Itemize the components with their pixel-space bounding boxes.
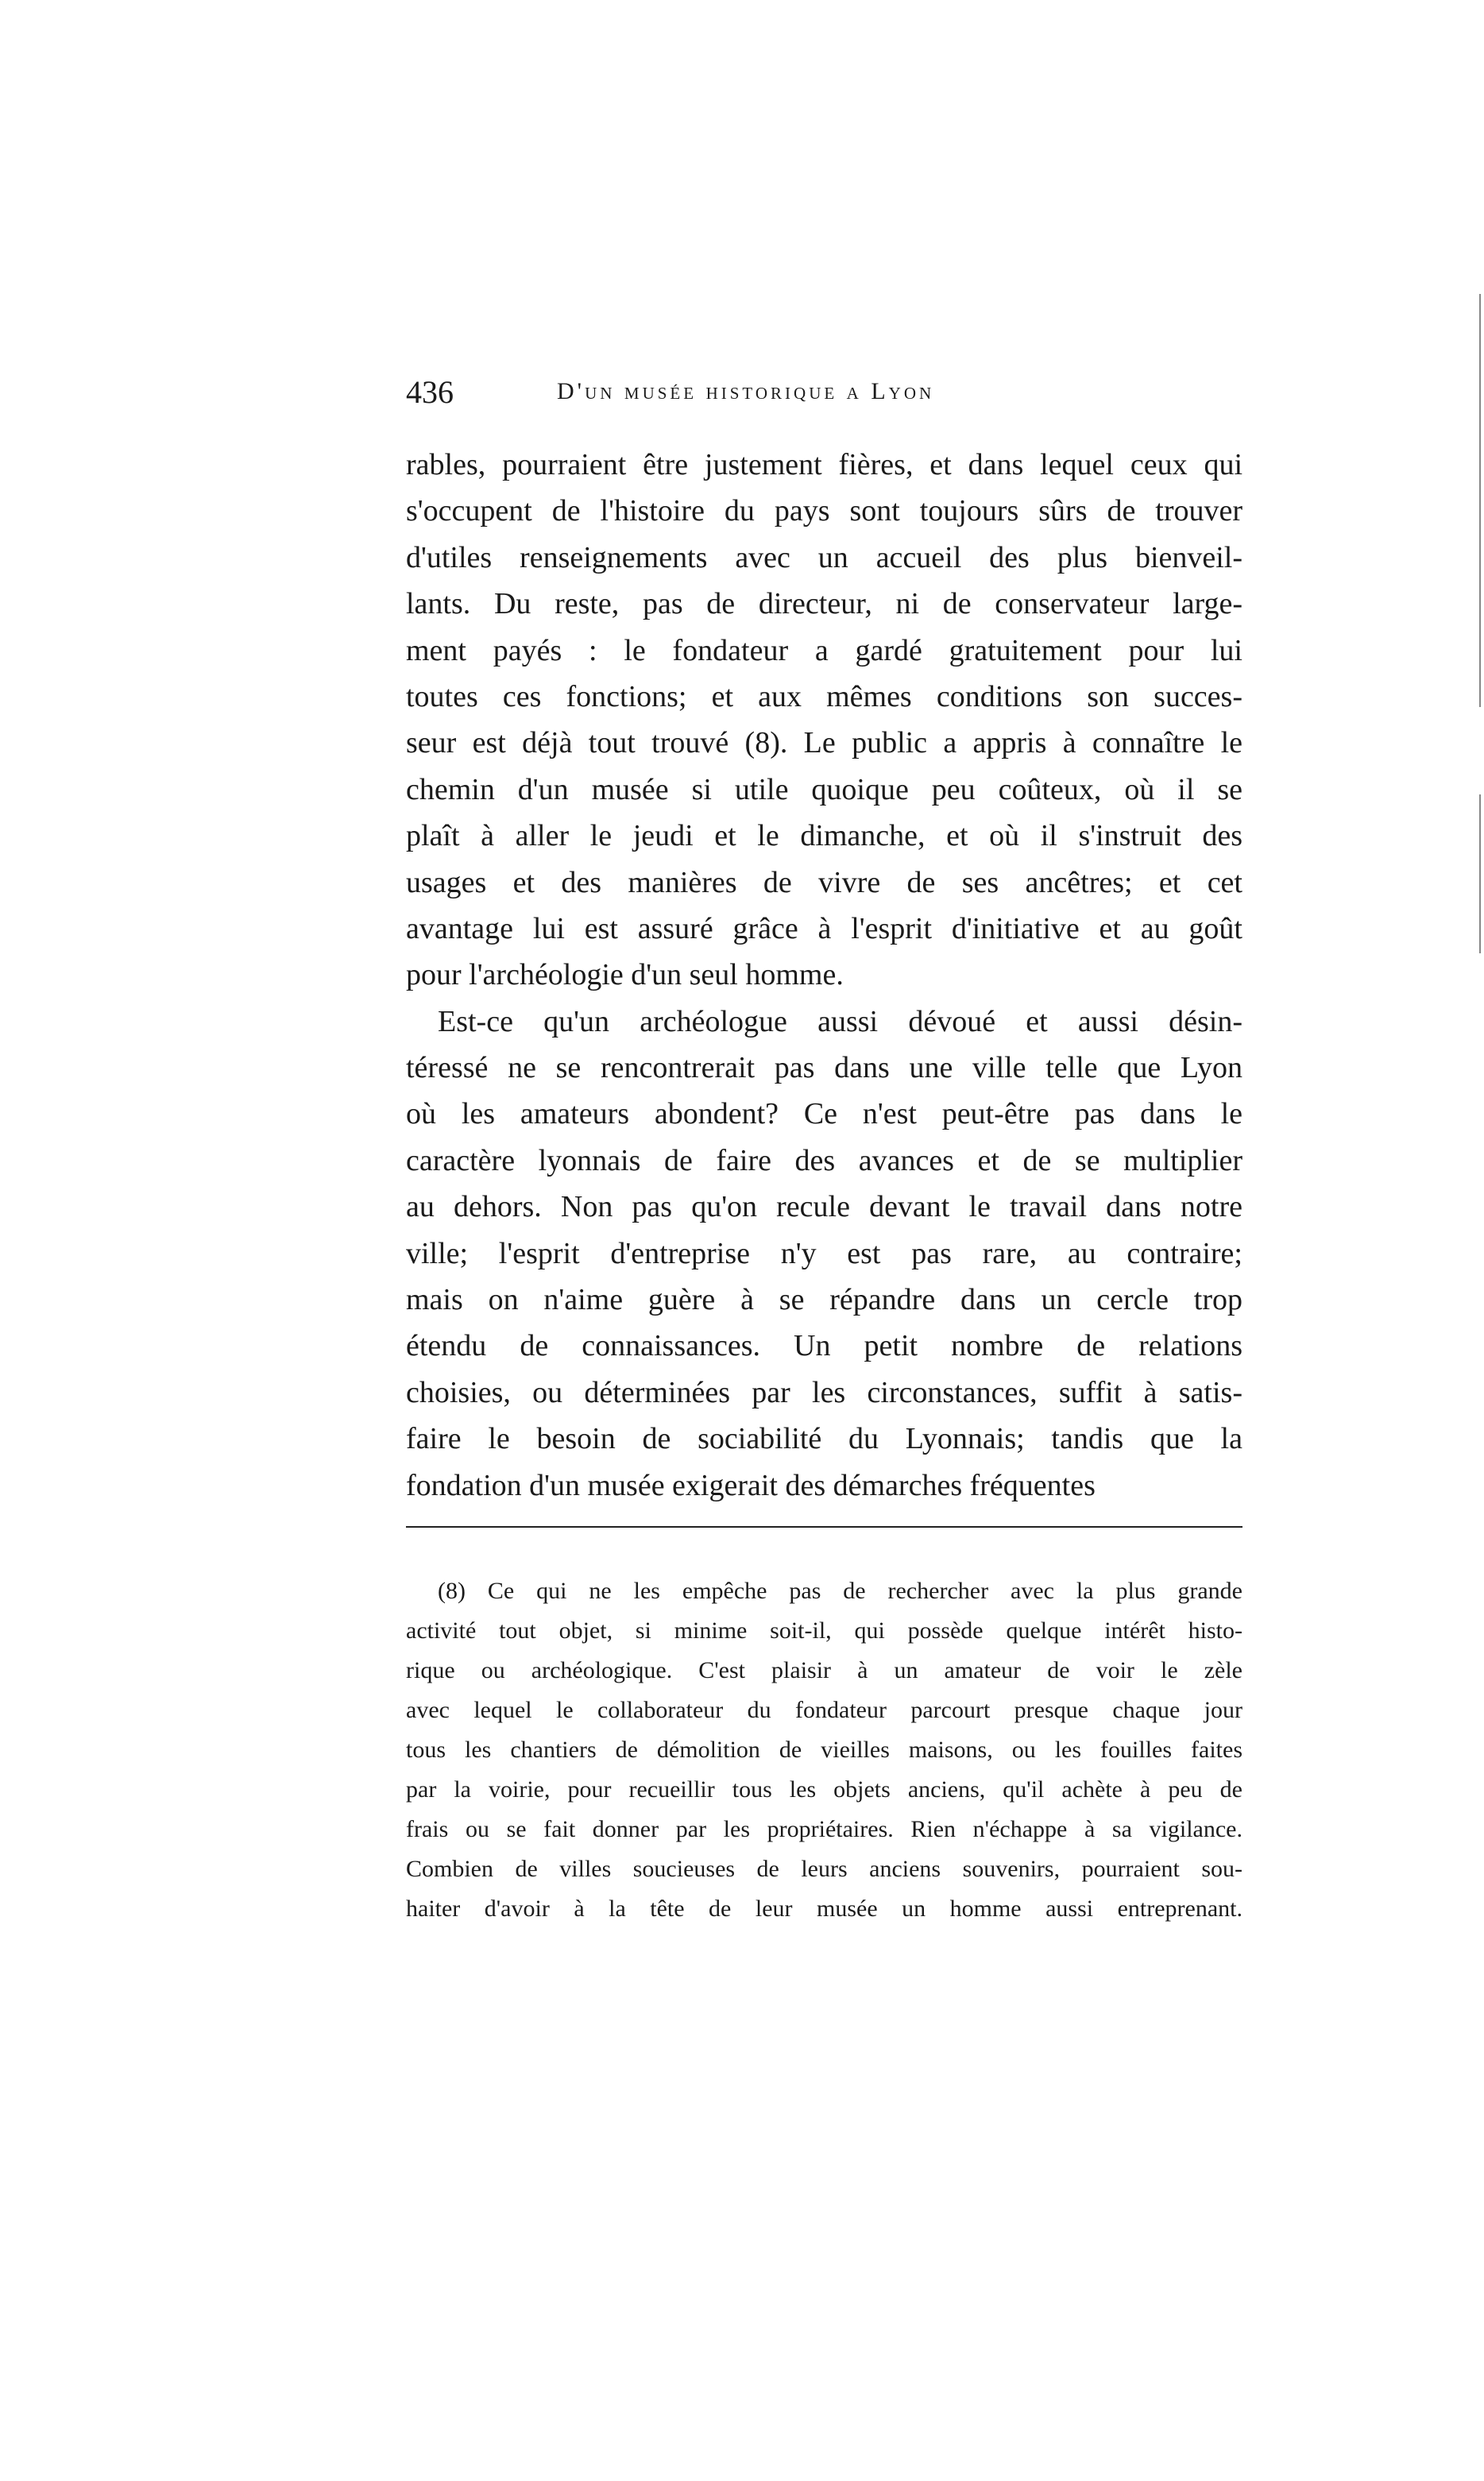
body-line: usages et des manières de vivre de ses ancêtres; et cet [406, 865, 1242, 899]
body-line: s'occupent de l'histoire du pays sont toujours sûrs de trouver [406, 494, 1242, 528]
footnote-line: activité tout objet, si minime soit-il, qui possède quelque intérêt histo- [406, 1617, 1242, 1644]
body-line: seur est déjà tout trouvé (8). Le public a appris à connaître le [406, 726, 1242, 760]
body-line: avantage lui est assuré grâce à l'esprit d'initiative et au goût [406, 911, 1242, 945]
body-line: Est-ce qu'un archéologue aussi dévoué et aussi désin- [438, 1004, 1242, 1038]
footnote-line: Combien de villes soucieuses de leurs anciens souvenirs, pourraient sou- [406, 1856, 1242, 1882]
body-line: ville; l'esprit d'entreprise n'y est pas rare, au contraire; [406, 1236, 1242, 1270]
page-number: 436 [406, 374, 454, 410]
body-line: d'utiles renseignements avec un accueil des plus bienveil- [406, 540, 1242, 574]
footnote-divider [406, 1526, 1242, 1528]
footnote-line: par la voirie, pour recueillir tous les objets anciens, qu'il achète à peu de [406, 1776, 1242, 1803]
body-line: plaît à aller le jeudi et le dimanche, et où il s'instruit des [406, 819, 1242, 853]
footnote-line: (8) Ce qui ne les empêche pas de rechercher avec la plus grande [438, 1578, 1242, 1604]
footnote-line: frais ou se fait donner par les propriétaires. Rien n'échappe à sa vigilance. [406, 1816, 1242, 1842]
body-line: chemin d'un musée si utile quoique peu coûteux, où il se [406, 772, 1242, 806]
running-title: D'un musée historique a Lyon [557, 378, 935, 404]
body-line: choisies, ou déterminées par les circonstances, suffit à satis- [406, 1375, 1242, 1409]
body-line: au dehors. Non pas qu'on recule devant le travail dans notre [406, 1190, 1242, 1224]
margin-line [1479, 794, 1481, 953]
body-line: téressé ne se rencontrerait pas dans une ville telle que Lyon [406, 1051, 1242, 1085]
footnote-line: haiter d'avoir à la tête de leur musée un homme aussi entreprenant. [406, 1896, 1242, 1922]
body-line: mais on n'aime guère à se répandre dans un cercle trop [406, 1283, 1242, 1317]
body-text [406, 442, 1242, 1509]
footnote-line: avec lequel le collaborateur du fondateur parcourt presque chaque jour [406, 1697, 1242, 1723]
body-line: ment payés : le fondateur a gardé gratuitement pour lui [406, 633, 1242, 667]
body-line: où les amateurs abondent? Ce n'est peut-être pas dans le [406, 1097, 1242, 1131]
footnote-line: rique ou archéologique. C'est plaisir à un amateur de voir le zèle [406, 1657, 1242, 1683]
body-line: pour l'archéologie d'un seul homme. [406, 958, 844, 992]
running-header [406, 373, 1242, 421]
body-line: lants. Du reste, pas de directeur, ni de conservateur large- [406, 587, 1242, 621]
body-line: rables, pourraient être justement fières, et dans lequel ceux qui [406, 448, 1242, 481]
footnote-line: tous les chantiers de démolition de vieilles maisons, ou les fouilles faites [406, 1737, 1242, 1763]
body-line: caractère lyonnais de faire des avances et de se multiplier [406, 1143, 1242, 1177]
body-line: faire le besoin de sociabilité du Lyonnais; tandis que la [406, 1422, 1242, 1456]
body-line: fondation d'un musée exigerait des démarches fréquentes [406, 1468, 1096, 1502]
body-line: étendu de connaissances. Un petit nombre de relations [406, 1329, 1242, 1363]
margin-line [1479, 294, 1481, 707]
body-line: toutes ces fonctions; et aux mêmes conditions son succes- [406, 679, 1242, 713]
footnote [406, 1571, 1242, 1929]
